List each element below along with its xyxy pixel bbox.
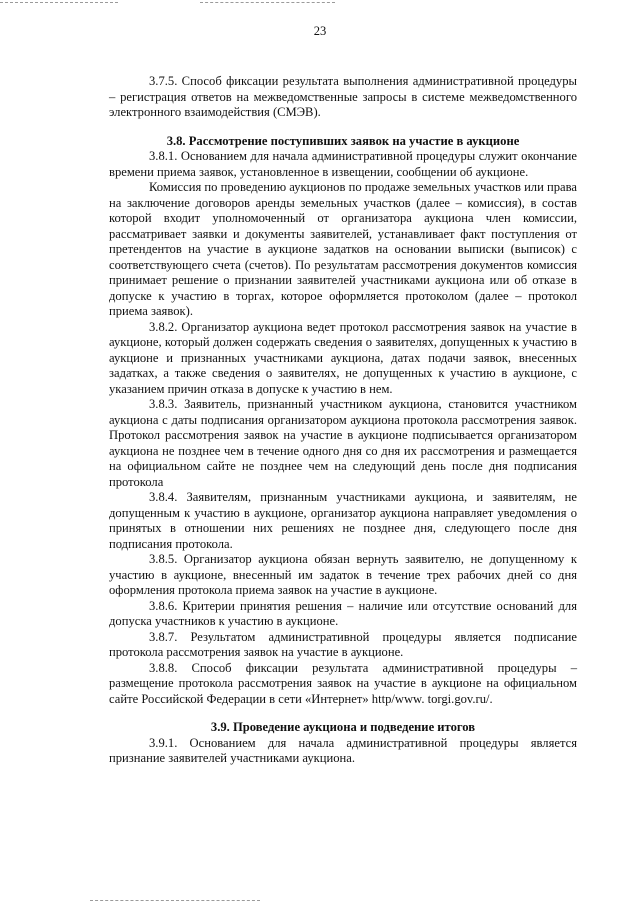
paragraph-3-8-2: 3.8.2. Организатор аукциона ведет протокол рассмотрения заявок на участие в аукционе, который должен содержать сведения о заявителях, допущенных к участию в аукционе и признанных участниками аукциона, датах подачи заявок, внесенных задатках, а также сведения о заявителях, не допущенных к участию в аукционе, с указанием причин отказа в допуске к участию в нем. [109,319,577,396]
scan-edge-mark [90,900,260,901]
paragraph-commission: Комиссия по проведению аукционов по продаже земельных участков или права на заключение договоров аренды земельных участков (далее – комиссия), в состав которой входит уполномоченный от организатора аукциона член комиссии, рассматривает заявки и документы заявителей, устанавливает факт поступления от претендентов на участие в аукционе задатков на основании выписки (выписок) с соответствующего счета (счетов). По результатам рассмотрения документов комиссия принимает решение о признании заявителей участниками аукциона или об отказе в допуске к участию в торгах, которое оформляется протоколом (далее – протокол приема заявок). [109,180,577,318]
paragraph-3-8-5: 3.8.5. Организатор аукциона обязан вернуть заявителю, не допущенному к участию в аукционе, внесенный им задаток в течение трех рабочих дней со дня оформления протокола приема заявок на участие в аукционе. [109,552,577,597]
scan-edge-mark [0,2,118,3]
paragraph-3-9-1: 3.9.1. Основанием для начала административной процедуры является признание заявителей участниками аукциона. [109,735,577,765]
paragraph-3-8-7: 3.8.7. Результатом административной процедуры является подписание протокола рассмотрения заявок на участие в аукционе. [109,629,577,659]
paragraph-3-8-4: 3.8.4. Заявителям, признанным участниками аукциона, и заявителям, не допущенным к участию в аукционе, организатор аукциона направляет уведомления о принятых в отношении них решениях не позднее дня, следующего после дня подписания протокола. [109,490,577,551]
page-number: 23 [313,24,327,38]
section-heading-3-9: 3.9. Проведение аукциона и подведение итогов [210,720,476,734]
paragraph-3-8-3: 3.8.3. Заявитель, признанный участником аукциона, становится участником аукциона с даты подписания организатором аукциона протокола рассмотрения заявок. Протокол рассмотрения заявок на участие в аукционе подписывается организатором аукциона не позднее чем в течение одного дня со дня их рассмотрения и размещается на официальном сайте не позднее чем на следующий день после дня подписания протокола [109,397,577,489]
section-heading-3-8: 3.8. Рассмотрение поступивших заявок на участие в аукционе [166,133,520,148]
paragraph-3-7-5: 3.7.5. Способ фиксации результата выполнения административной процедуры – регистрация ответов на межведомственные запросы в системе межведомственного электронного взаимодействия (СМЭВ). [109,74,577,119]
document-body [109,74,577,767]
scan-edge-mark [200,2,335,3]
paragraph-3-8-8: 3.8.8. Способ фиксации результата административной процедуры – размещение протокола рассмотрения заявок на участие в аукционе на официальном сайте Российской Федерации в сети «Интернет» http/www. torgi.gov.ru/. [109,660,577,706]
paragraph-3-8-1: 3.8.1. Основанием для начала административной процедуры служит окончание времени приема заявок, установленное в извещении, сообщении об аукционе. [109,149,577,179]
paragraph-3-8-6: 3.8.6. Критерии принятия решения – наличие или отсутствие оснований для допуска участников к участию в аукционе. [109,598,577,628]
